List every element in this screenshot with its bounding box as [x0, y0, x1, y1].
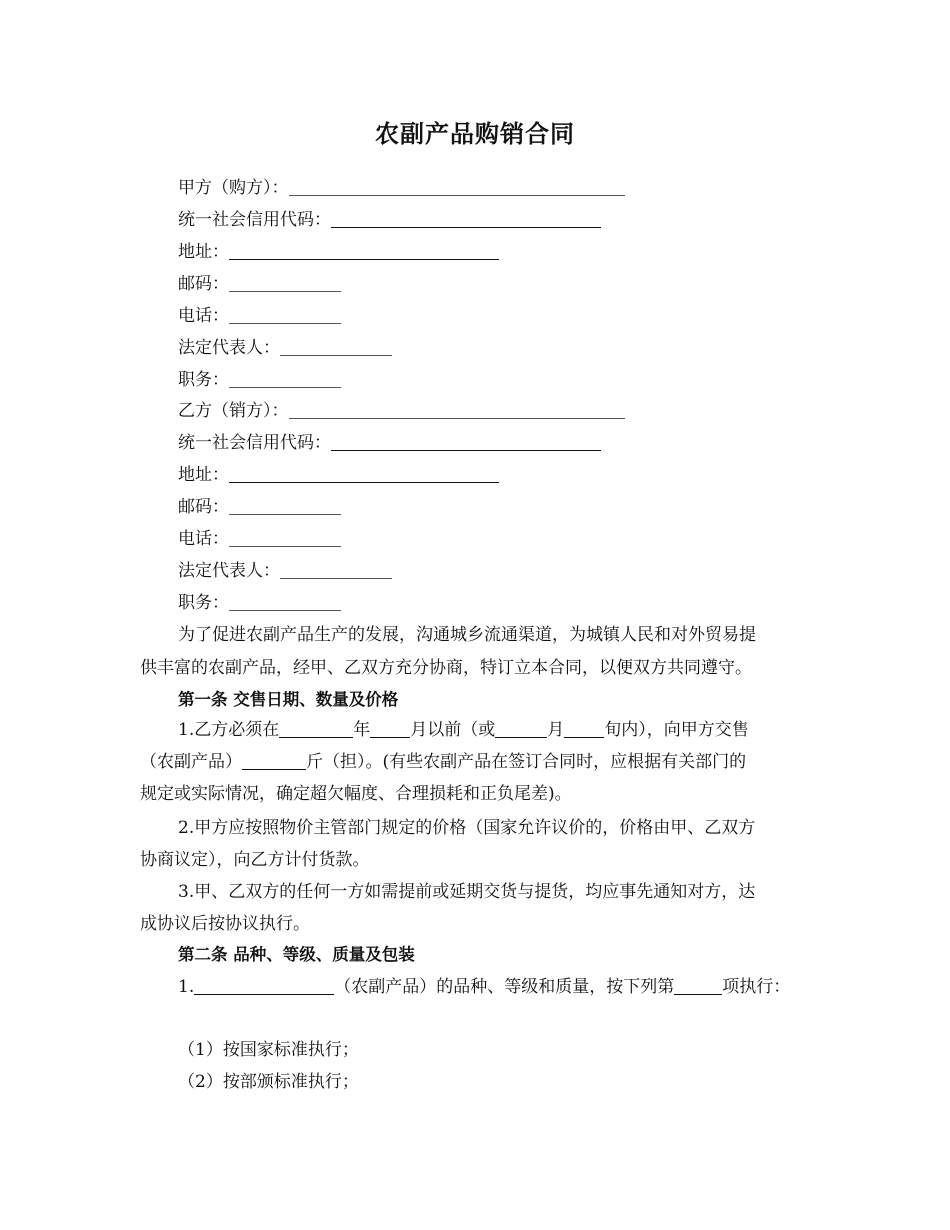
article-1-clause-2-line-1: 2.甲方应按照物价主管部门规定的价格（国家允许议价的，价格由甲、乙双方: [178, 818, 756, 838]
party-b-name-label: 乙方（销方）：: [178, 401, 289, 421]
item-number-blank[interactable]: [674, 976, 722, 995]
product-name-blank[interactable]: [194, 976, 334, 995]
party-b-legal-rep-label: 法定代表人：: [178, 561, 280, 581]
party-a-phone-label: 电话：: [178, 306, 229, 326]
clause-text: 月以前（或: [410, 720, 496, 740]
party-b-postcode-label: 邮码：: [178, 497, 229, 517]
year-blank[interactable]: [279, 719, 353, 738]
document-title: 农副产品购销合同: [375, 120, 575, 148]
party-a-legal-rep-label: 法定代表人：: [178, 338, 280, 358]
party-a-credit-code-label: 统一社会信用代码：: [178, 210, 331, 230]
article-1-clause-2-line-2: 协商议定），向乙方计付货款。: [140, 850, 370, 870]
party-a-legal-rep-row: [178, 336, 392, 360]
clause-text: 年: [353, 720, 371, 740]
party-b-credit-code-blank[interactable]: [331, 432, 601, 451]
month-blank[interactable]: [370, 719, 410, 738]
party-a-credit-code-row: [178, 208, 601, 232]
party-a-postcode-blank[interactable]: [229, 273, 341, 292]
party-a-name-label: 甲方（购方）：: [178, 178, 289, 198]
party-a-address-blank[interactable]: [229, 241, 499, 260]
party-b-position-row: [178, 591, 341, 615]
article-2-option-1: （1）按国家标准执行；: [178, 1040, 359, 1060]
party-b-address-row: [178, 463, 499, 487]
party-b-phone-row: [178, 527, 341, 551]
party-a-position-blank[interactable]: [229, 369, 341, 388]
article-2-heading: 第二条 品种、等级、质量及包装: [178, 945, 415, 964]
party-a-legal-rep-blank[interactable]: [280, 337, 392, 356]
party-b-position-label: 职务：: [178, 593, 229, 613]
party-a-postcode-label: 邮码：: [178, 274, 229, 294]
quantity-blank[interactable]: [242, 751, 306, 770]
clause-text: （农副产品）: [140, 752, 242, 772]
article-2-clause-1: [178, 975, 790, 999]
alt-month-blank[interactable]: [495, 719, 547, 738]
party-a-position-label: 职务：: [178, 370, 229, 390]
clause-text: 项执行：: [722, 977, 791, 997]
intro-line-1: 为了促进农副产品生产的发展，沟通城乡流通渠道，为城镇人民和对外贸易提: [178, 625, 756, 645]
article-1-clause-3-line-2: 成协议后按协议执行。: [140, 914, 310, 934]
party-a-postcode-row: [178, 272, 341, 296]
party-b-legal-rep-row: [178, 559, 392, 583]
party-b-postcode-row: [178, 495, 341, 519]
party-a-credit-code-blank[interactable]: [331, 209, 601, 228]
article-1-clause-1-line-3: 规定或实际情况，确定超欠幅度、合理损耗和正负尾差)。: [140, 784, 572, 804]
clause-text: 斤（担）。(有些农副产品在签订合同时，应根据有关部门的: [306, 752, 747, 772]
article-1-clause-1-line-1: [178, 718, 749, 742]
party-b-legal-rep-blank[interactable]: [280, 560, 392, 579]
party-b-credit-code-label: 统一社会信用代码：: [178, 433, 331, 453]
party-a-name-row: [178, 176, 625, 200]
party-a-position-row: [178, 368, 341, 392]
article-1-clause-1-line-2: [140, 750, 746, 774]
party-b-phone-label: 电话：: [178, 529, 229, 549]
clause-text: 1.乙方必须在: [178, 720, 280, 740]
party-b-address-blank[interactable]: [229, 464, 499, 483]
party-b-phone-blank[interactable]: [229, 528, 341, 547]
party-b-position-blank[interactable]: [229, 592, 341, 611]
period-blank[interactable]: [564, 719, 604, 738]
party-b-postcode-blank[interactable]: [229, 496, 341, 515]
clause-text: 月: [547, 720, 565, 740]
intro-line-2: 供丰富的农副产品，经甲、乙双方充分协商，特订立本合同，以便双方共同遵守。: [140, 658, 752, 678]
party-a-phone-row: [178, 304, 341, 328]
party-a-address-row: [178, 240, 499, 264]
clause-text: 旬内），向甲方交售: [604, 720, 749, 740]
party-a-address-label: 地址：: [178, 242, 229, 262]
article-2-option-2: （2）按部颁标准执行；: [178, 1072, 359, 1092]
party-b-name-row: [178, 399, 625, 423]
clause-text: （农副产品）的品种、等级和质量，按下列第: [334, 977, 675, 997]
party-b-address-label: 地址：: [178, 465, 229, 485]
article-1-heading: 第一条 交售日期、数量及价格: [178, 690, 399, 709]
party-b-credit-code-row: [178, 431, 601, 455]
party-a-name-blank[interactable]: [289, 177, 625, 196]
clause-text: 1.: [178, 977, 195, 997]
party-b-name-blank[interactable]: [289, 400, 625, 419]
article-1-clause-3-line-1: 3.甲、乙双方的任何一方如需提前或延期交货与提货，均应事先通知对方，达: [178, 882, 756, 902]
party-a-phone-blank[interactable]: [229, 305, 341, 324]
